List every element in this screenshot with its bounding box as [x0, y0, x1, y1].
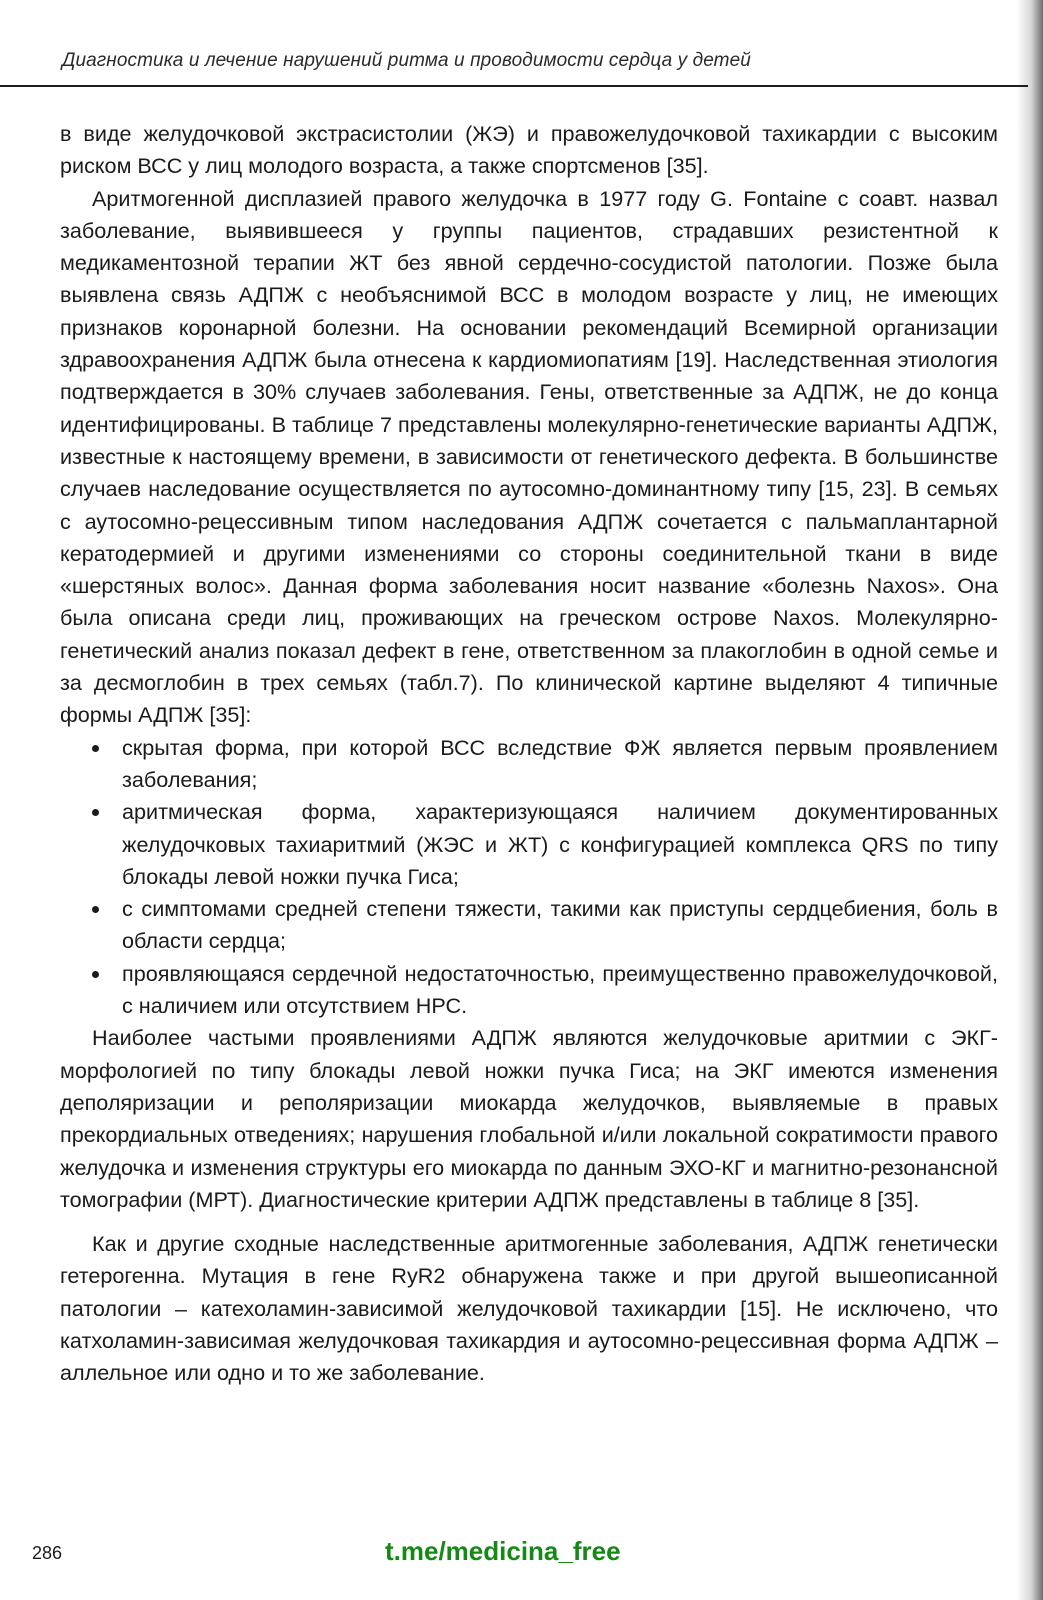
- bullet-icon: [92, 906, 99, 913]
- watermark-link[interactable]: t.me/medicina_free: [385, 1536, 621, 1566]
- paragraph-manifestations: Наиболее частыми проявлениями АДПЖ являются желудочковые аритмии с ЭКГ-морфологией по типу блокады левой ножки пучка Гиса; на ЭКГ имеются изменения деполяризации и реполяризации миокарда желудочков, выявляемые в правых прекордиальных отведениях; нарушения глобальной и/или локальной сократимости правого желудочка и изменения структуры его миокарда по данным ЭХО-КГ и магнитно-резонансной томографии (МРТ). Диагностические критерии АДПЖ представлены в таблице 8 [35].: [60, 1025, 998, 1212]
- page-number: 286: [32, 1543, 63, 1563]
- list-item-text: скрытая форма, при которой ВСС вследствие ФЖ является первым проявлением заболевания;: [122, 734, 998, 792]
- paragraph-arvd-history: Аритмогенной дисплазией правого желудочка в 1977 году G. Fontaine с соавт. назвал заболевание, выявившееся у группы пациентов, страдавших резистентной к медикаментозной терапии ЖТ без явной сердечно-сосудистой патологии. Позже была выявлена связь АДПЖ с необъяснимой ВСС в молодом возрасте у лиц, не имеющих признаков коронарной болезни. На основании рекомендаций Всемирной организации здравоохранения АДПЖ была отнесена к кардиомиопатиям [19]. Наследственная этиология подтверждается в 30% случаев заболевания. Гены, ответственные за АДПЖ, не до конца идентифицированы. В таблице 7 представлены молекулярно-генетические варианты АДПЖ, известные к настоящему времени, в зависимости от генетического дефекта. В большинстве случаев наследование осуществляется по аутосомно-доминантному типу [15, 23]. В семьях с аутосомно-рецессивным типом наследования АДПЖ сочетается с пальмаплантарной кератодермией и другими изменениями со стороны соединительной ткани в виде «шерстяных волос». Данная форма заболевания носит название «болезнь Naxos». Она была описана среди лиц, проживающих на греческом острове Naxos. Молекулярно-генетический анализ показал дефект в гене, ответственном за плакоглобин в одной семье и за десмоглобин в трех семьях (табл.7). По клинической картине выделяют 4 типичные формы АДПЖ [35]:: [60, 185, 998, 728]
- forms-list: [60, 732, 998, 1023]
- page-edge-shadow: [1017, 0, 1043, 1600]
- list-item: [122, 893, 998, 958]
- paragraph-continuation: в виде желудочковой экстрасистолии (ЖЭ) и правожелудочковой тахикардии с высоким риском ВСС у лиц молодого возраста, а также спортсменов [35].: [60, 121, 998, 179]
- list-item-text: проявляющаяся сердечной недостаточностью, преимущественно правожелудочковой, с наличием или отсутствием НРС.: [122, 960, 998, 1019]
- bullet-icon: [92, 745, 99, 752]
- list-item: [122, 732, 998, 797]
- running-header-title: Диагностика и лечение нарушений ритма и проводимости сердца у детей: [62, 50, 751, 71]
- main-text: [60, 118, 998, 1390]
- list-item-text: аритмическая форма, характеризующаяся наличием документированных желудочковых тахиаритмий (ЖЭС и ЖТ) с конфигурацией комплекса QRS по типу блокады левой ножки пучка Гиса;: [122, 799, 998, 889]
- header-divider: [0, 85, 1028, 87]
- paragraph-genetics: Как и другие сходные наследственные аритмогенные заболевания, АДПЖ генетически гетерогенна. Мутация в гене RyR2 обнаружена также и при другой вышеописанной патологии – катехоламин-зависимой желудочковой тахикардии [15]. Не исключено, что катхоламин-зависимая желудочковая тахикардия и аутосомно-рецессивная форма АДПЖ – аллельное или одно и то же заболевание.: [60, 1231, 998, 1386]
- bullet-icon: [92, 809, 99, 816]
- list-item: [122, 958, 998, 1023]
- list-item-text: с симптомами средней степени тяжести, такими как приступы сердцебиения, боль в области сердца;: [122, 896, 998, 954]
- bullet-icon: [92, 971, 99, 978]
- list-item: [122, 796, 998, 893]
